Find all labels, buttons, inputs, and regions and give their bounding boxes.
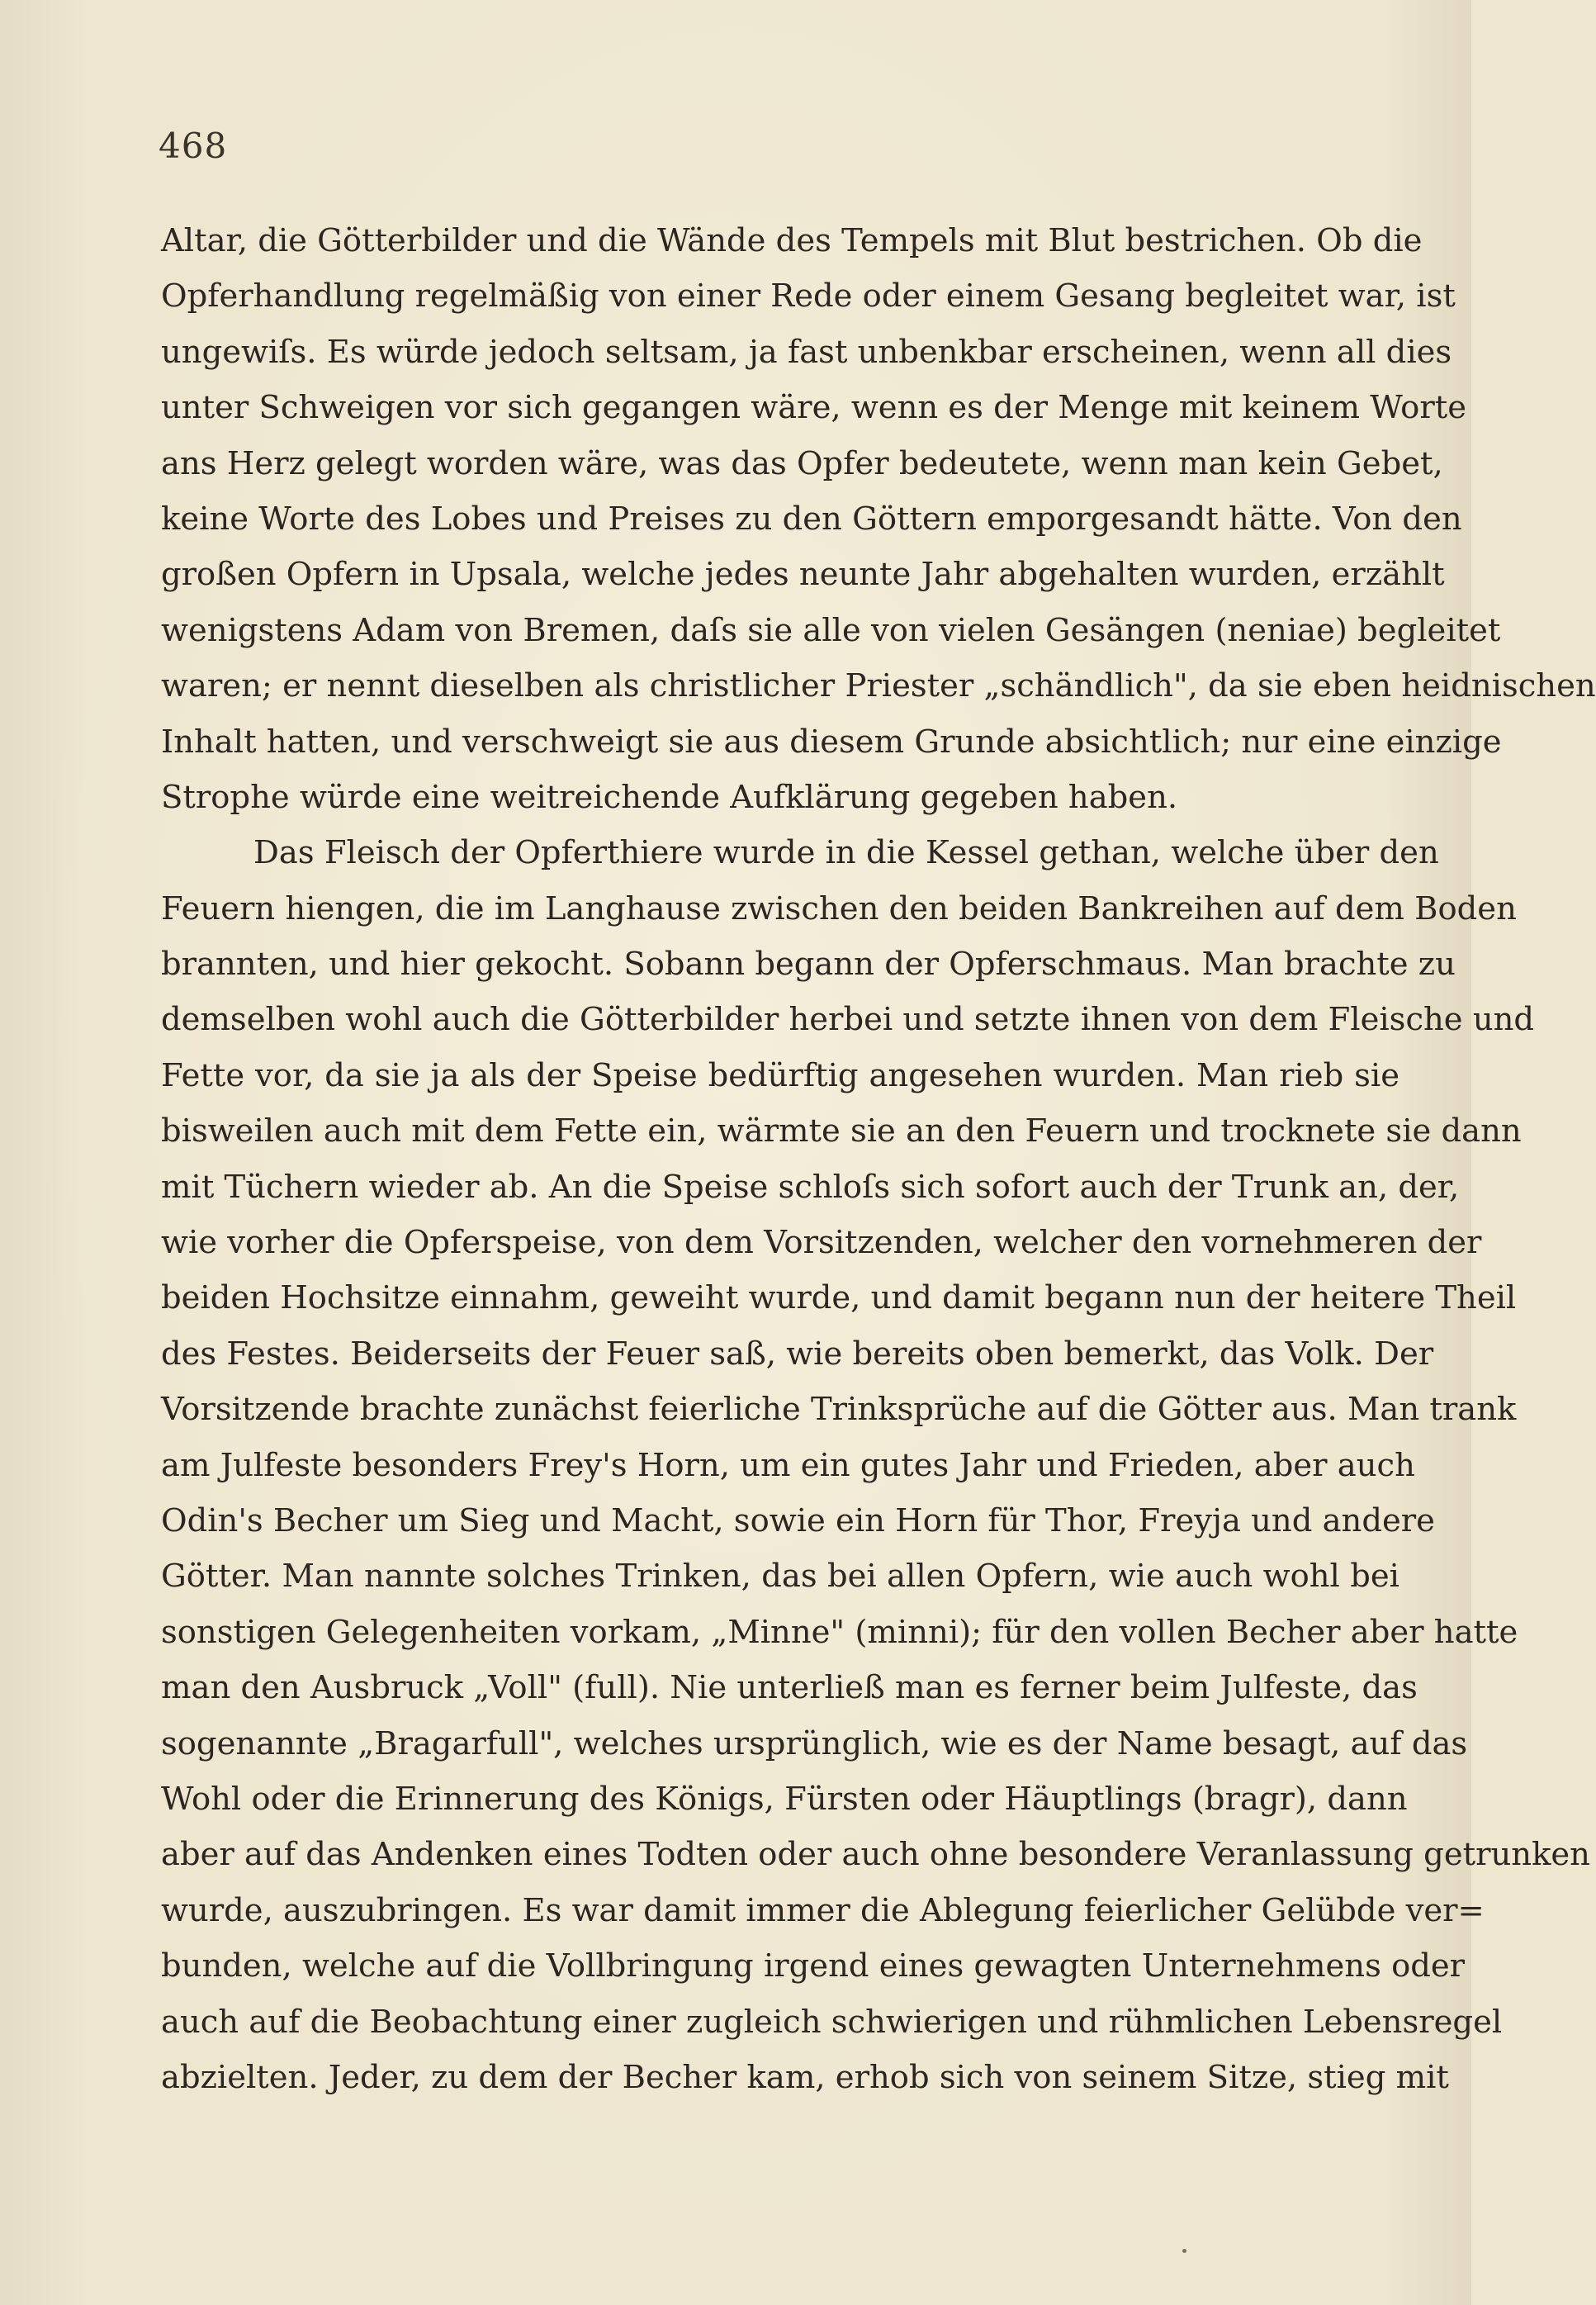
text-line: Inhalt hatten, und verschweigt sie aus diesem Grunde absichtlich; nur eine einzige <box>161 723 1502 761</box>
text-line: ungewiſs. Es würde jedoch seltsam, ja fast unbenkbar erscheinen, wenn all dies <box>161 333 1452 371</box>
text-line: man den Ausbruck „Voll" (full). Nie unterließ man es ferner beim Julfeste, das <box>161 1669 1418 1707</box>
text-line: mit Tüchern wieder ab. An die Speise schloſs sich sofort auch der Trunk an, der, <box>161 1168 1460 1206</box>
text-line: am Julfeste besonders Frey's Horn, um ein gutes Jahr und Frieden, aber auch <box>161 1446 1415 1484</box>
text-line: sonstigen Gelegenheiten vorkam, „Minne" (minni); für den vollen Becher aber hatte <box>161 1613 1518 1651</box>
text-line: wurde, auszubringen. Es war damit immer die Ablegung feierlicher Gelübde ver= <box>161 1891 1485 1929</box>
text-line: abzielten. Jeder, zu dem der Becher kam, erhob sich von seinem Sitze, stieg mit <box>161 2058 1449 2096</box>
ink-speck-decoration <box>1182 2249 1186 2253</box>
text-line: ans Herz gelegt worden wäre, was das Opfer bedeutete, wenn man kein Gebet, <box>161 444 1443 482</box>
text-line: Feuern hiengen, die im Langhause zwischen den beiden Bankreihen auf dem Boden <box>161 889 1517 927</box>
text-line: beiden Hochsitze einnahm, geweiht wurde, und damit begann nun der heitere Theil <box>161 1279 1517 1317</box>
text-line: des Festes. Beiderseits der Feuer saß, wie bereits oben bemerkt, das Volk. Der <box>161 1335 1434 1373</box>
text-line: bisweilen auch mit dem Fette ein, wärmte sie an den Feuern und trocknete sie dann <box>161 1112 1522 1150</box>
text-line: wie vorher die Opferspeise, von dem Vorsitzenden, welcher den vornehmeren der <box>161 1224 1482 1262</box>
text-line-paragraph-end: Strophe würde eine weitreichende Aufklärung gegeben haben. <box>161 778 1178 816</box>
text-line: Götter. Man nannte solches Trinken, das bei allen Opfern, wie auch wohl bei <box>161 1558 1399 1596</box>
body-text <box>161 213 1596 2105</box>
text-line: aber auf das Andenken eines Todten oder auch ohne besondere Veranlassung getrunken <box>161 1836 1590 1874</box>
text-line: demselben wohl auch die Götterbilder herbei und setzte ihnen von dem Fleische und <box>161 1001 1535 1039</box>
text-line: Vorsitzende brachte zunächst feierliche Trinksprüche auf die Götter aus. Man trank <box>161 1391 1517 1429</box>
text-line: unter Schweigen vor sich gegangen wäre, wenn es der Menge mit keinem Worte <box>161 389 1467 427</box>
text-line: auch auf die Beobachtung einer zugleich schwierigen und rühmlichen Lebensregel <box>161 2003 1503 2041</box>
text-line: Odin's Becher um Sieg und Macht, sowie ein Horn für Thor, Freyja und andere <box>161 1501 1435 1539</box>
page-number: 468 <box>159 126 228 166</box>
text-line: waren; er nennt dieselben als christlicher Priester „schändlich", da sie eben heidnischen <box>161 667 1596 705</box>
text-line: bunden, welche auf die Vollbringung irgend eines gewagten Unternehmens oder <box>161 1947 1466 1985</box>
text-line: sogenannte „Bragarfull", welches ursprünglich, wie es der Name besagt, auf das <box>161 1724 1468 1762</box>
text-line: Opferhandlung regelmäßig von einer Rede oder einem Gesang begleitet war, ist <box>161 277 1456 315</box>
text-line: brannten, und hier gekocht. Sobann begann der Opferschmaus. Man brachte zu <box>161 946 1456 984</box>
text-line: keine Worte des Lobes und Preises zu den Göttern emporgesandt hätte. Von den <box>161 500 1462 538</box>
text-line: Fette vor, da sie ja als der Speise bedürftig angesehen wurden. Man rieb sie <box>161 1056 1399 1094</box>
text-line-paragraph-start: Das Fleisch der Opferthiere wurde in die Kessel gethan, welche über den <box>253 834 1439 872</box>
text-line: Altar, die Götterbilder und die Wände des Tempels mit Blut bestrichen. Ob die <box>161 222 1423 259</box>
text-line: großen Opfern in Upsala, welche jedes neunte Jahr abgehalten wurden, erzählt <box>161 556 1445 594</box>
text-line: wenigstens Adam von Bremen, daſs sie alle von vielen Gesängen (neniae) begleitet <box>161 611 1501 649</box>
text-line: Wohl oder die Erinnerung des Königs, Fürsten oder Häuptlings (bragr), dann <box>161 1780 1408 1818</box>
